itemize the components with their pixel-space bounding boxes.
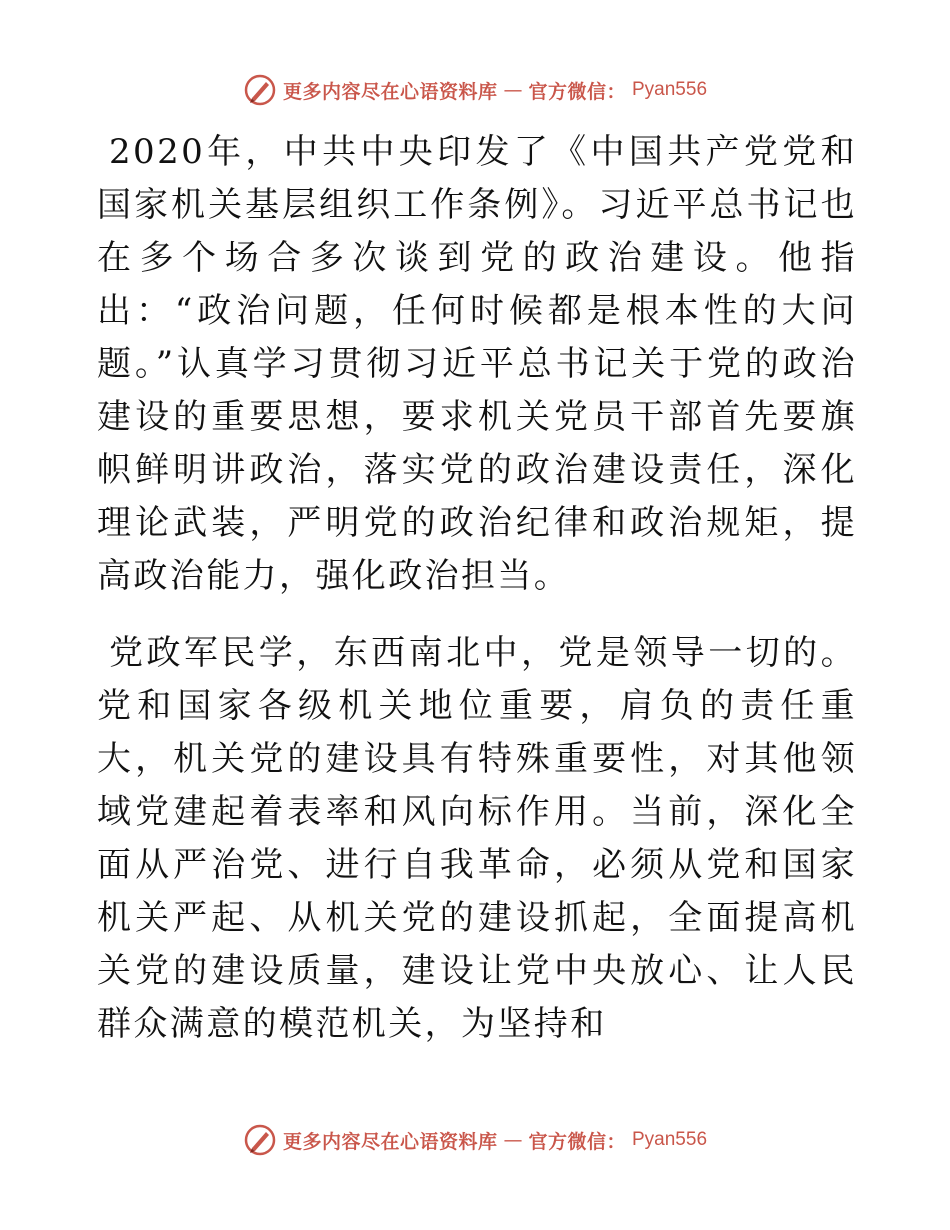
watermark-separator: — xyxy=(503,1129,523,1151)
watermark-text: 更多内容尽在心语资料库 xyxy=(282,1130,498,1153)
paragraph-2: 党政军民学，东西南北中，党是领导一切的。党和国家各级机关地位重要，肩负的责任重大，机关党的建设具有特殊重要性，对其他领域党建起着表率和风向标作用。当前，深化全面从严治党、进行自我革命，必须从党和国家机关严起、从机关党的建设抓起，全面提高机关党的建设质量，建设让党中央放心、让人民群众满意的模范机关，为坚持和 xyxy=(97,633,857,1044)
paragraph-1: 2020年，中共中央印发了《中国共产党党和国家机关基层组织工作条例》。习近平总书记也在多个场合多次谈到党的政治建设。他指出：“政治问题，任何时候都是根本性的大问题。”认真学习贯彻习近平总书记关于党的政治建设的重要思想，要求机关党员干部首先要旗帜鲜明讲政治，落实党的政治建设责任，深化理论武装，严明党的政治纪律和政治规矩，提高政治能力，强化政治担当。 xyxy=(97,132,857,596)
watermark-wechat-id: Pyan556 xyxy=(632,1129,708,1150)
watermark-wechat-label: 官方微信： xyxy=(528,1130,626,1153)
watermark-text: 更多内容尽在心语资料库 xyxy=(282,80,498,103)
pen-logo-icon xyxy=(243,1123,277,1157)
document-body xyxy=(97,126,857,1051)
footer-watermark xyxy=(0,1120,950,1160)
watermark-wechat-id: Pyan556 xyxy=(632,79,708,100)
watermark-separator: — xyxy=(503,79,523,101)
watermark-wechat-label: 官方微信： xyxy=(528,80,626,103)
header-watermark xyxy=(0,70,950,110)
pen-logo-icon xyxy=(243,73,277,107)
